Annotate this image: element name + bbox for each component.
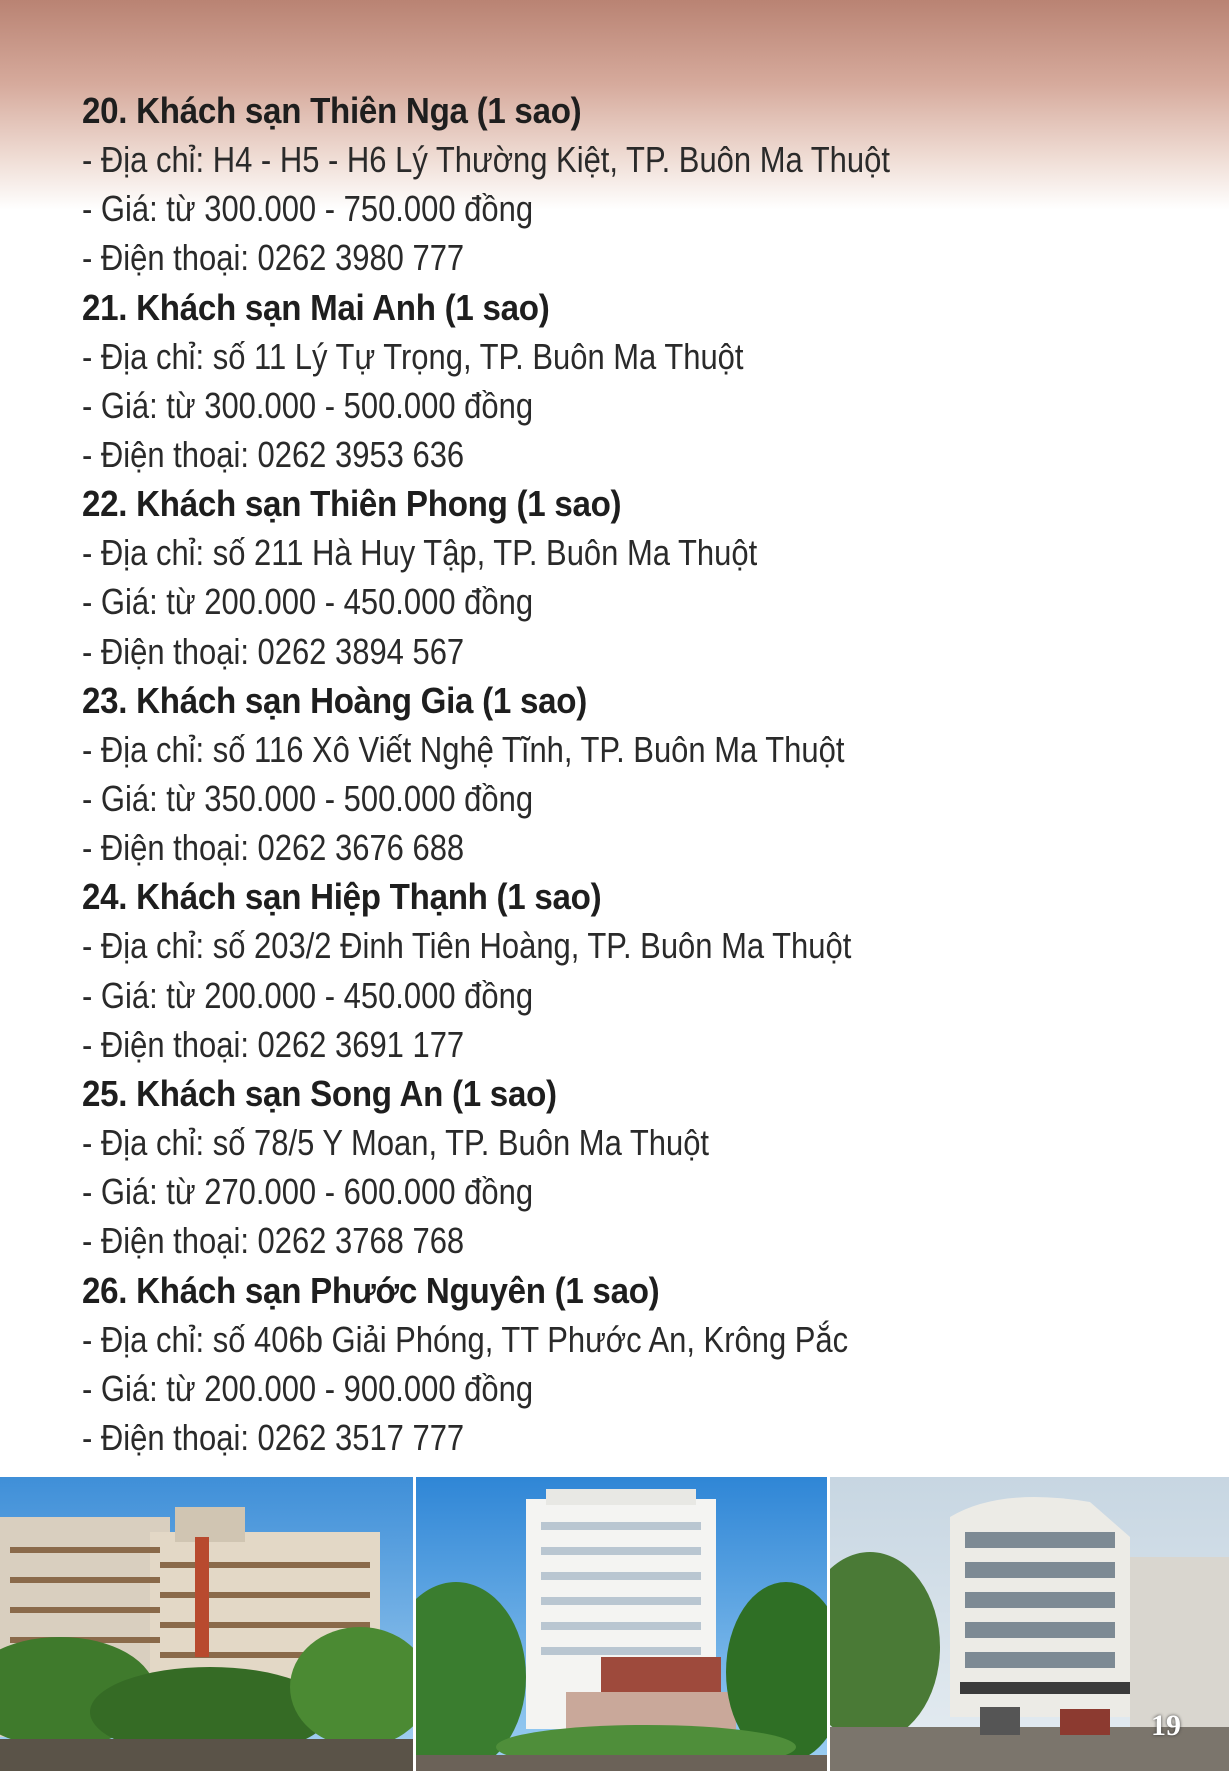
hotel-price: - Giá: từ 300.000 - 500.000 đồng [82, 384, 534, 426]
hotel-photo [0, 1477, 413, 1771]
hotel-address: - Địa chỉ: số 78/5 Y Moan, TP. Buôn Ma Thuột [82, 1122, 710, 1164]
hotel-address: - Địa chỉ: số 211 Hà Huy Tập, TP. Buôn Ma Thuột [82, 532, 758, 574]
hotel-address: - Địa chỉ: H4 - H5 - H6 Lý Thường Kiệt, TP. Buôn Ma Thuột [82, 139, 890, 180]
hotel-phone: - Điện thoại: 0262 3953 636 [82, 434, 465, 476]
hotel-price: - Giá: từ 300.000 - 750.000 đồng [82, 188, 534, 230]
hotel-list [82, 86, 1182, 1462]
hotel-address: - Địa chỉ: số 406b Giải Phóng, TT Phước An, Krông Pắc [82, 1318, 849, 1360]
hotel-phone: - Điện thoại: 0262 3676 688 [82, 827, 465, 869]
hotel-title: 20. Khách sạn Thiên Nga (1 sao) [82, 90, 582, 131]
hotel-title: 21. Khách sạn Mai Anh (1 sao) [82, 286, 550, 328]
hotel-price: - Giá: từ 200.000 - 900.000 đồng [82, 1367, 534, 1409]
hotel-address: - Địa chỉ: số 203/2 Đinh Tiên Hoàng, TP. Buôn Ma Thuột [82, 925, 852, 967]
hotel-address: - Địa chỉ: số 116 Xô Viết Nghệ Tĩnh, TP. Buôn Ma Thuột [82, 728, 845, 770]
hotel-phone: - Điện thoại: 0262 3768 768 [82, 1220, 465, 1262]
page-number: 19 [1151, 1709, 1181, 1742]
hotel-title: 25. Khách sạn Song An (1 sao) [82, 1073, 557, 1115]
hotel-entry [82, 676, 1182, 873]
hotel-title: 24. Khách sạn Hiệp Thạnh (1 sao) [82, 876, 602, 918]
hotel-entry [82, 872, 1182, 1069]
hotel-price: - Giá: từ 350.000 - 500.000 đồng [82, 778, 534, 820]
hotel-entry [82, 283, 1182, 480]
hotel-entry [82, 1069, 1182, 1266]
hotel-price: - Giá: từ 200.000 - 450.000 đồng [82, 974, 534, 1016]
hotel-phone: - Điện thoại: 0262 3691 177 [82, 1023, 465, 1065]
hotel-entry [82, 479, 1182, 676]
hotel-title: 26. Khách sạn Phước Nguyên (1 sao) [82, 1269, 660, 1311]
hotel-phone: - Điện thoại: 0262 3980 777 [82, 237, 465, 279]
hotel-price: - Giá: từ 200.000 - 450.000 đồng [82, 581, 534, 623]
hotel-photo-strip [0, 1477, 1229, 1771]
hotel-photo [827, 1477, 1229, 1771]
hotel-address: - Địa chỉ: số 11 Lý Tự Trọng, TP. Buôn Ma Thuột [82, 335, 744, 377]
hotel-title: 23. Khách sạn Hoàng Gia (1 sao) [82, 679, 587, 721]
hotel-entry [82, 86, 1182, 283]
hotel-phone: - Điện thoại: 0262 3517 777 [82, 1417, 465, 1459]
hotel-price: - Giá: từ 270.000 - 600.000 đồng [82, 1171, 534, 1213]
hotel-entry [82, 1266, 1182, 1463]
hotel-photo [413, 1477, 827, 1771]
hotel-title: 22. Khách sạn Thiên Phong (1 sao) [82, 483, 622, 525]
hotel-phone: - Điện thoại: 0262 3894 567 [82, 630, 465, 672]
